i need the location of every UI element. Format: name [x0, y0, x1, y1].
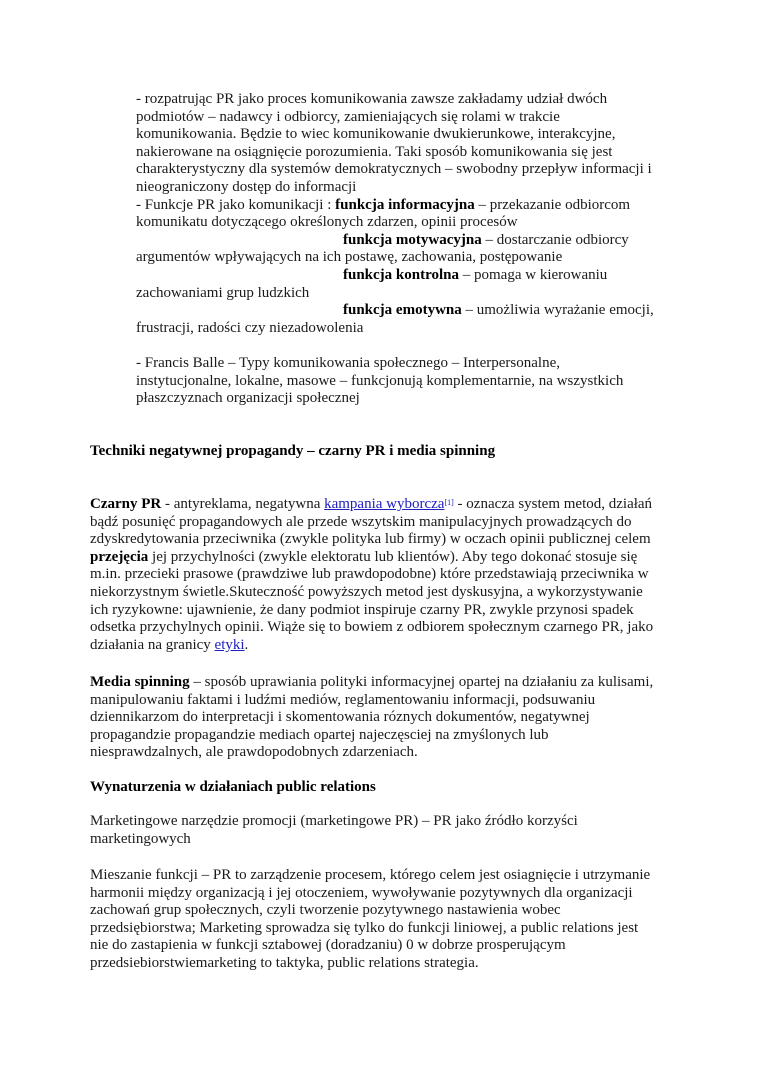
heading-negative-propaganda: Techniki negatywnej propagandy – czarny PR i media spinning: [90, 443, 496, 459]
bold-term: Media spinning: [90, 674, 190, 690]
text-run: nie do zastapienia w funkcji sztabowej (doradzaniu) 0 w dobrze prosperującym: [90, 937, 566, 954]
text-line: [136, 197, 654, 215]
text-line: [90, 637, 653, 655]
text-line: [90, 674, 653, 692]
text-run: zachowaniami grup ludzkich: [136, 284, 310, 301]
text-line: [136, 126, 654, 144]
text-run: frustracji, radości czy niezadowolenia: [136, 319, 364, 336]
text-line: [90, 902, 650, 920]
text-line: [90, 531, 653, 549]
text-line: [90, 831, 578, 849]
text-run: niesprawdzalnych, ale prawdopodobnych zdarzeniach.: [90, 744, 418, 761]
text-line: [90, 867, 650, 885]
text-line: [90, 514, 653, 532]
blank-line: [136, 337, 654, 355]
text-run: .: [244, 636, 249, 653]
text-run: niekorzystnym świetle.Skuteczność powyższych metod jest dyskusyjna, a wykorzystywanie: [90, 583, 643, 600]
text-run: dziennikarzom do interpretacji i skomentowania róznych dokumentów, negatywnej: [90, 709, 590, 726]
link[interactable]: etyki: [214, 636, 245, 653]
text-run: podmiotów – nadawcy i odbiorcy, zamieniających się rolami w trakcie: [136, 108, 560, 125]
text-run: - Francis Balle – Typy komunikowania społecznego – Interpersonalne,: [136, 354, 560, 371]
text-run: m.in. przecieki prasowe (prawdziwe lub prawdopodobne) które przedstawiają przeciwnika w: [90, 566, 649, 583]
text-line: [90, 602, 653, 620]
bold-term: funkcja motywacyjna: [343, 231, 482, 248]
text-run: działania na granicy: [90, 636, 215, 653]
text-run: – dostarczanie odbiorcy: [481, 231, 629, 248]
media-spinning-paragraph: [90, 674, 653, 762]
text-run: instytucjonalne, lokalne, masowe – funkcjonują komplementarnie, na wszystkich: [136, 372, 624, 389]
text-run: nakierowane na osiągnięcie porozumienia. Taki sposób komunikowania się jest: [136, 143, 613, 160]
text-run: płaszczyznach organizacji społecznej: [136, 390, 360, 407]
text-run: - Funkcje PR jako komunikacji :: [136, 196, 336, 213]
text-line: [90, 744, 653, 762]
text-line: [90, 937, 650, 955]
text-run: - antyreklama, negatywna: [161, 496, 325, 512]
text-run: bądź posunięć propagandowych ale przede wszytskim manipulacyjnych prowadzących do: [90, 513, 632, 530]
text-line: [136, 214, 654, 232]
text-line: [136, 91, 654, 109]
heading-distortions: Wynaturzenia w działaniach public relations: [90, 779, 376, 795]
text-run: nieograniczony dostęp do informacji: [136, 178, 357, 195]
pr-communication-notes: [136, 91, 654, 408]
text-line: [136, 249, 654, 267]
text-line: [90, 566, 653, 584]
text-line: [136, 285, 654, 303]
text-run: komunikowania. Będzie to wiec komunikowanie dwukierunkowe, interakcyjne,: [136, 126, 616, 143]
text-line: [136, 232, 654, 250]
text-run: ich ryzykowne: ujawnienie, że dany podmiot inspiruje czarny PR, zwykle przynosi spadek: [90, 601, 634, 618]
text-run: Marketingowe narzędzie promocji (marketingowe PR) – PR jako źródło korzyści: [90, 813, 578, 829]
text-run: argumentów wpływających na ich postawę, zachowania, postępowanie: [136, 249, 563, 266]
text-run: – przekazanie odbiorcom: [474, 196, 631, 213]
link[interactable]: kampania wyborcza: [324, 496, 445, 512]
text-run: przedsiebiorstwiemarketing to taktyka, public relations strategia.: [90, 954, 479, 971]
footnote-reference[interactable]: [1]: [444, 498, 454, 507]
text-line: [136, 355, 654, 373]
text-line: [136, 109, 654, 127]
text-run: przedsiębiorstwa; Marketing sprowadza się tylko do funkcji liniowej, a public relations jest: [90, 919, 639, 936]
text-run: Mieszanie funkcji – PR to zarządzenie procesem, którego celem jest osiagnięcie i utrzymanie: [90, 867, 651, 883]
text-line: [90, 885, 650, 903]
text-run: – pomaga w kierowaniu: [459, 266, 608, 283]
bold-term: przejęcia: [90, 548, 149, 565]
bold-term: funkcja emotywna: [343, 302, 462, 319]
text-line: [136, 302, 654, 320]
text-line: [136, 144, 654, 162]
text-line: [136, 179, 654, 197]
text-line: [90, 709, 653, 727]
text-run: – sposób uprawiania polityki informacyjnej opartej na działaniu za kulisami,: [189, 674, 654, 690]
text-line: [90, 813, 578, 831]
text-line: [90, 920, 650, 938]
text-run: zachowań grup społecznych, czyli tworzenie pozytywnego nastawienia wobec: [90, 902, 561, 919]
text-run: marketingowych: [90, 830, 191, 847]
text-run: – umożliwia wyrażanie emocji,: [461, 302, 654, 319]
bold-term: funkcja kontrolna: [343, 266, 460, 283]
text-line: [90, 549, 653, 567]
text-run: harmonii między organizacją i jej otoczeniem, wywoływanie pozytywnych dla organizacji: [90, 884, 633, 901]
text-run: propagandzie propagandzie mediach opartej najeczęsciej na zmyślonych lub: [90, 726, 549, 743]
marketing-paragraph: [90, 813, 578, 848]
text-line: [90, 496, 653, 514]
text-run: jej przychylności (zwykle elektoratu lub klientów). Aby tego dokonać stosuje się: [148, 548, 638, 565]
bold-term: funkcja informacyjna: [335, 196, 475, 213]
text-line: [136, 373, 654, 391]
text-line: [90, 619, 653, 637]
text-line: [136, 320, 654, 338]
text-line: [90, 955, 650, 973]
bold-term: Czarny PR: [90, 496, 162, 512]
text-line: [136, 390, 654, 408]
mixing-functions-paragraph: [90, 867, 650, 973]
text-run: charakterystyczny dla systemów demokratycznych – swobodny przepływ informacji i: [136, 161, 652, 178]
text-line: [136, 267, 654, 285]
text-run: - rozpatrując PR jako proces komunikowania zawsze zakładamy udział dwóch: [136, 91, 608, 107]
text-run: - oznacza system metod, działań: [453, 496, 653, 512]
text-line: [136, 161, 654, 179]
text-run: odsetka przychylnych opinii. Wiąże się to bowiem z odbiorem społecznym czarnego PR, jako: [90, 619, 654, 636]
text-run: zdyskredytowania przeciwnika (zwykle polityka lub firmy) w oczach opinii publicznej celem: [90, 531, 651, 548]
text-line: [90, 727, 653, 745]
text-line: [90, 584, 653, 602]
text-line: [90, 692, 653, 710]
text-run: komunikatu dotyczącego określonych zdarzen, opinii procesów: [136, 214, 518, 231]
text-run: manipulowaniu faktami i ludźmi mediów, reglamentowaniu informacji, podsuwaniu: [90, 691, 596, 708]
czarny-pr-paragraph: [90, 496, 653, 654]
